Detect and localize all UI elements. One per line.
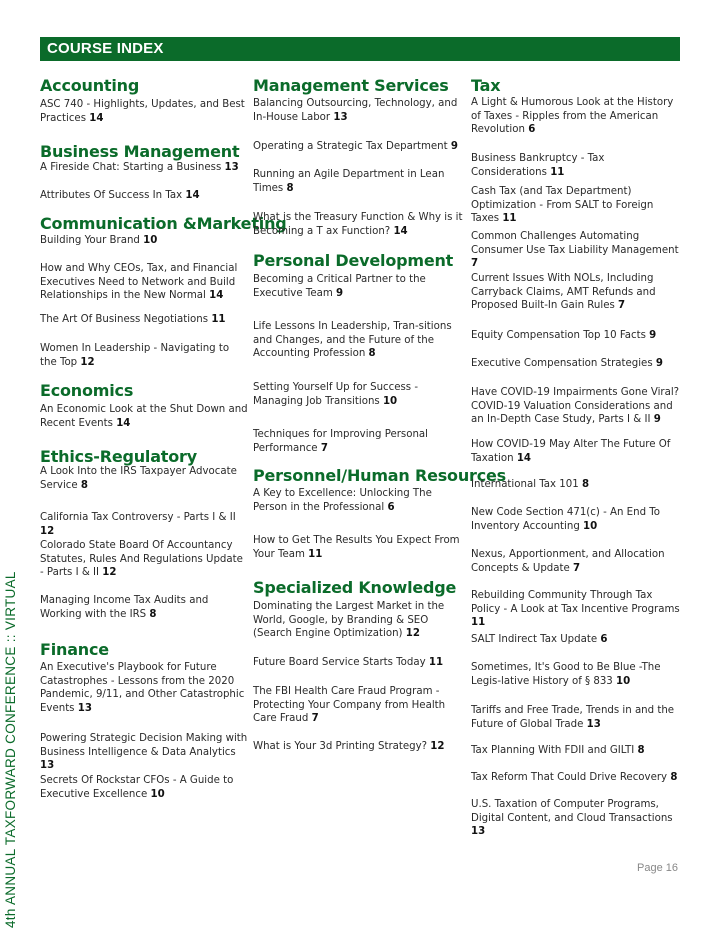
course-page-number: 10 [382,395,398,407]
course-title: Executive Compensation Strategies [471,358,653,369]
course-title: A Look Into the IRS Taxpayer Advocate Service [40,466,237,491]
course-title: Current Issues With NOLs, Including Carryback Claims, AMT Refunds and Proposed Built-In Gain Rules [471,273,656,312]
course-title: Equity Compensation Top 10 Facts [471,330,646,341]
course-entry [471,272,681,313]
course-title: Have COVID-19 Impairments Gone Viral? COVID-19 Valuation Considerations and an In-Depth Case Study, Parts I & II [471,387,680,426]
course-page-number: 11 [550,166,565,178]
course-page-number: 10 [583,520,598,532]
course-page-number: 10 [150,788,165,800]
course-entry [471,798,681,839]
course-title: Women In Leadership - Navigating to the Top [40,343,230,368]
course-page-number: 13 [471,826,486,838]
course-page-number: 14 [116,417,131,429]
course-page-number: 7 [618,300,626,312]
section-title: Personal Development [253,251,454,270]
course-entry [40,511,248,538]
course-title: Setting Yourself Up for Success - Managing Job Transitions [253,382,419,407]
course-page-number: 12 [40,525,55,537]
course-title: Running an Agile Department in Lean Times [253,169,445,194]
course-title: New Code Section 471(c) - An End To Inventory Accounting [471,507,660,532]
course-entry [471,478,681,492]
course-page-number: 9 [655,358,663,369]
course-title: Cash Tax (and Tax Department) Optimization - From SALT to Foreign Taxes [471,186,654,225]
course-page-number: 10 [143,235,158,246]
section-title: Management Services [253,76,449,95]
course-entry [471,771,681,785]
course-entry [253,168,463,195]
course-entry [40,732,248,773]
course-index-header [40,37,680,61]
course-page-number: 8 [149,608,157,620]
course-title: How COVID-19 May Alter The Future Of Taxation [471,439,671,464]
course-title: What is the Treasury Function & Why is it Becoming a T ax Function? [253,212,463,237]
course-page-number: 12 [430,741,445,752]
section-title: Ethics-Regulatory [40,447,197,466]
section-title: Tax [471,76,501,95]
section-title: Accounting [40,76,140,95]
course-page-number: 6 [600,634,608,645]
course-entry [471,589,681,630]
course-title: Dominating the Largest Market in the World, Google, by Branding & SEO (Search Engine Optimization) [253,601,445,640]
course-title: Powering Strategic Decision Making with Business Intelligence & Data Analytics [40,733,248,758]
course-entry [40,539,248,580]
course-page-number: 14 [209,290,224,302]
course-title: Life Lessons In Leadership, Tran-sitions and Changes, and the Future of the Accounting Profession [253,321,452,360]
course-title: California Tax Controversy - Parts I & II [40,512,236,523]
course-page-number: 9 [649,330,657,341]
course-title: Nexus, Apportionment, and Allocation Concepts & Update [471,549,665,574]
course-page-number: 14 [89,112,104,124]
course-title: An Economic Look at the Shut Down and Recent Events [40,404,248,429]
course-entry [471,185,681,226]
course-page-number: 7 [311,713,319,725]
course-entry [471,230,681,271]
course-title: What is Your 3d Printing Strategy? [253,741,428,752]
course-entry [40,262,248,303]
course-entry [253,685,463,726]
course-page-number: 6 [528,124,536,136]
course-page-number: 7 [573,562,581,574]
course-title: Operating a Strategic Tax Department [253,141,448,152]
course-title: The FBI Health Care Fraud Program - Protecting Your Company from Health Care Fraud [253,686,446,725]
course-entry [253,428,463,455]
course-title: Techniques for Improving Personal Performance [253,429,429,454]
course-entry [471,744,681,758]
course-page-number: 13 [40,760,55,772]
course-entry [40,594,248,621]
course-page-number: 11 [428,657,444,668]
course-page-number: 14 [185,190,200,201]
course-page-number: 6 [387,501,395,513]
course-entry [40,189,248,203]
course-page-number: 13 [77,702,92,714]
course-page-number: 12 [102,567,117,579]
section-title: Economics [40,381,134,400]
course-entry [40,661,248,715]
course-page-number: 14 [516,452,532,464]
course-title: Attributes Of Success In Tax [40,190,183,201]
course-entry [253,740,463,754]
course-page-number: 14 [393,225,408,237]
course-entry [40,465,248,492]
header-title: COURSE INDEX [47,40,164,57]
course-entry [253,381,463,408]
course-entry [253,140,463,154]
course-page-number: 8 [670,772,678,783]
course-page-number: 9 [336,287,344,299]
course-page-number: 7 [471,258,479,270]
course-title: Becoming a Critical Partner to the Executive Team [253,274,426,299]
course-title: Building Your Brand [40,235,140,246]
course-title: Tariffs and Free Trade, Trends in and the Future of Global Trade [471,705,675,730]
course-title: Future Board Service Starts Today [253,657,426,668]
course-entry [253,656,463,670]
course-entry [471,548,681,575]
conference-side-text: 4th ANNUAL TAXFORWARD CONFERENCE :: VIRTUAL [3,571,18,928]
course-page-number: 9 [653,414,661,426]
course-title: Secrets Of Rockstar CFOs - A Guide to Executive Excellence [40,775,234,800]
course-entry [471,704,681,731]
course-title: Colorado State Board Of Accountancy Statutes, Rules And Regulations Update - Parts I & II [40,540,243,579]
section-title: Business Management [40,142,240,161]
course-entry [40,98,248,125]
course-entry [253,600,463,641]
course-title: An Executive's Playbook for Future Catastrophes - Lessons from the 2020 Pandemic, 9/11, and Other Catastrophic Events [40,662,245,714]
course-title: How and Why CEOs, Tax, and Financial Executives Need to Network and Build Relationships in the New Normal [40,263,238,302]
course-entry [253,534,463,561]
course-entry [471,438,681,465]
course-entry [40,313,248,327]
course-title: How to Get The Results You Expect From Your Team [253,535,460,560]
course-entry [253,273,463,300]
course-page-number: 11 [308,548,323,560]
course-entry [253,487,463,514]
course-page-number: 11 [502,213,517,225]
course-page-number: 13 [224,162,239,173]
course-title: Tax Planning With FDII and GILTI [471,745,635,756]
course-page-number: 8 [80,479,88,491]
course-title: U.S. Taxation of Computer Programs, Digital Content, and Cloud Transactions [471,799,673,824]
course-entry [40,234,248,248]
course-page-number: 9 [450,141,458,152]
course-entry [253,97,463,124]
course-page-number: 12 [405,628,420,640]
course-title: Rebuilding Community Through Tax Policy - A Look at Tax Incentive Programs [471,590,680,615]
course-entry [40,774,248,801]
course-title: Business Bankruptcy - Tax Considerations [471,153,605,178]
section-title: Communication &Marketing [40,214,287,233]
course-entry [471,633,681,647]
course-entry [40,342,248,369]
course-page-number: 12 [80,356,95,368]
course-entry [471,329,681,343]
course-page-number: 8 [582,479,590,490]
course-title: SALT Indirect Tax Update [471,634,598,645]
course-page-number: 8 [368,348,376,360]
course-entry [471,386,681,427]
course-entry [40,403,248,430]
course-title: Managing Income Tax Audits and Working with the IRS [40,595,209,620]
section-title: Personnel/Human Resources [253,466,506,485]
course-entry [253,211,463,238]
course-title: A Fireside Chat: Starting a Business [40,162,222,173]
course-title: International Tax 101 [471,479,579,490]
course-page-number: 13 [333,111,348,123]
course-title: The Art Of Business Negotiations [40,314,209,325]
course-entry [471,357,681,371]
course-title: Balancing Outsourcing, Technology, and In-House Labor [253,98,458,123]
course-page-number: 7 [320,442,328,454]
course-title: Sometimes, It's Good to Be Blue -The Legis-lative History of § 833 [471,662,661,687]
page-number: Page 16 [637,862,678,874]
course-title: A Light & Humorous Look at the History of Taxes - Ripples from the American Revolution [471,97,674,136]
course-page-number: 8 [286,182,294,194]
course-page-number: 13 [586,718,601,730]
course-title: Tax Reform That Could Drive Recovery [471,772,668,783]
course-title: ASC 740 - Highlights, Updates, and Best Practices [40,99,245,124]
course-entry [471,661,681,688]
course-entry [471,152,681,179]
course-entry [40,161,248,175]
course-page-number: 10 [616,675,631,687]
course-page-number: 11 [471,617,486,629]
course-entry [253,320,463,361]
course-title: A Key to Excellence: Unlocking The Person in the Professional [253,488,432,513]
section-title: Specialized Knowledge [253,578,457,597]
course-entry [471,506,681,533]
section-title: Finance [40,640,109,659]
course-page-number: 11 [211,314,226,325]
course-page-number: 8 [637,745,645,756]
course-title: Common Challenges Automating Consumer Use Tax Liability Management [471,231,679,256]
course-entry [471,96,681,137]
